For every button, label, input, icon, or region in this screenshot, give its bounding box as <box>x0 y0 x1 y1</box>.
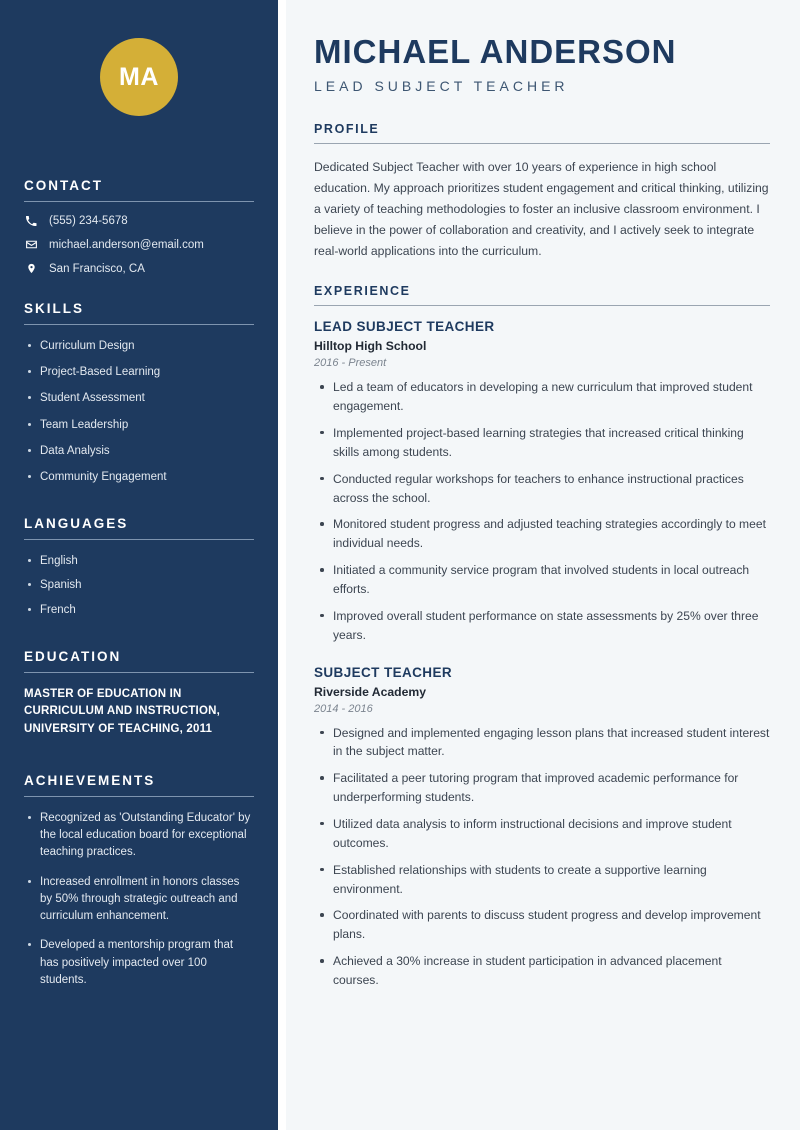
list-item: Team Leadership <box>24 417 254 434</box>
list-item: Implemented project-based learning strategies that increased critical thinking skills among students. <box>314 424 770 462</box>
sidebar-section-skills <box>24 301 254 486</box>
sidebar-section-languages <box>24 516 254 619</box>
achievements-divider <box>24 796 254 797</box>
job-title: LEAD SUBJECT TEACHER <box>314 319 495 335</box>
profile-heading: PROFILE <box>314 122 380 137</box>
list-item: Led a team of educators in developing a new curriculum that improved student engagement. <box>314 378 770 416</box>
experience-divider <box>314 305 770 306</box>
skills-heading: SKILLS <box>24 301 85 316</box>
education-divider <box>24 672 254 673</box>
column-gutter <box>278 0 286 1130</box>
profile-divider <box>314 143 770 144</box>
list-item: French <box>24 602 254 619</box>
list-item: Spanish <box>24 577 254 594</box>
section-experience <box>314 284 770 990</box>
languages-list <box>24 553 254 619</box>
list-item: Initiated a community service program that involved students in local outreach efforts. <box>314 561 770 599</box>
list-item: Conducted regular workshops for teachers to enhance instructional practices across the school. <box>314 470 770 508</box>
sidebar-section-contact <box>24 178 254 275</box>
list-item: Project-Based Learning <box>24 364 254 381</box>
list-item: Established relationships with students to create a supportive learning environment. <box>314 861 770 899</box>
location-pin-icon <box>24 262 38 275</box>
contact-item-phone[interactable] <box>24 215 254 227</box>
list-item: Improved overall student performance on state assessments by 25% over three years. <box>314 607 770 645</box>
job-company: Hilltop High School <box>314 339 427 354</box>
achievements-heading: ACHIEVEMENTS <box>24 772 156 788</box>
list-item: Recognized as 'Outstanding Educator' by the local education board for exceptional teaching practices. <box>24 810 254 862</box>
list-item: Designed and implemented engaging lesson plans that increased student interest in the subject matter. <box>314 724 770 762</box>
list-item: Achieved a 30% increase in student participation in advanced placement courses. <box>314 952 770 990</box>
page-title: MICHAEL ANDERSON <box>314 33 677 70</box>
languages-heading: LANGUAGES <box>24 515 129 531</box>
languages-divider <box>24 539 254 540</box>
job-bullet-list <box>314 378 770 644</box>
education-heading: EDUCATION <box>24 648 122 664</box>
list-item: Monitored student progress and adjusted teaching strategies accordingly to meet individual needs. <box>314 515 770 553</box>
job-dates: 2014 - 2016 <box>314 702 373 715</box>
job-company: Riverside Academy <box>314 684 427 699</box>
skills-divider <box>24 324 254 325</box>
list-item: Community Engagement <box>24 469 254 486</box>
contact-email-value: michael.anderson@email.com <box>49 238 204 251</box>
job-bullet-list <box>314 724 770 990</box>
list-item: Facilitated a peer tutoring program that improved academic performance for underperforming students. <box>314 769 770 807</box>
skills-list <box>24 338 254 486</box>
contact-item-location[interactable] <box>24 262 254 275</box>
list-item: Utilized data analysis to inform instructional decisions and improve student outcomes. <box>314 815 770 853</box>
list-item: Developed a mentorship program that has positively impacted over 100 students. <box>24 937 254 989</box>
list-item: Curriculum Design <box>24 338 254 355</box>
experience-heading: EXPERIENCE <box>314 284 411 299</box>
envelope-icon <box>24 238 38 251</box>
achievements-list <box>24 810 254 989</box>
contact-phone-value: (555) 234-5678 <box>49 215 128 227</box>
contact-location-value: San Francisco, CA <box>49 262 145 275</box>
list-item: Data Analysis <box>24 443 254 460</box>
list-item: Increased enrollment in honors classes by 50% through strategic outreach and curriculum enhancement. <box>24 874 254 926</box>
contact-heading: CONTACT <box>24 178 103 193</box>
sidebar <box>0 0 278 1130</box>
avatar: MA <box>100 38 178 116</box>
job-title: SUBJECT TEACHER <box>314 664 453 680</box>
list-item: English <box>24 553 254 570</box>
contact-item-email[interactable] <box>24 238 254 251</box>
education-degree: MASTER OF EDUCATION IN CURRICULUM AND INSTRUCTION, UNIVERSITY OF TEACHING, 2011 <box>24 687 220 736</box>
section-profile <box>314 122 770 262</box>
contact-divider <box>24 201 254 202</box>
sidebar-section-education <box>24 649 254 739</box>
list-item: Student Assessment <box>24 390 254 407</box>
experience-entry <box>314 319 770 644</box>
job-dates: 2016 - Present <box>314 357 387 370</box>
list-item: Coordinated with parents to discuss student progress and develop improvement plans. <box>314 906 770 944</box>
main-content <box>286 0 800 1130</box>
sidebar-section-achievements <box>24 773 254 989</box>
profile-text: Dedicated Subject Teacher with over 10 years of experience in high school education. My approach prioritizes student engagement and critical thinking, utilizing a variety of teaching methodologies to foster an inclusive classroom environment. I believe in the power of collaboration and creativity, and I actively seek to integrate real-world applications into the curriculum. <box>314 160 769 259</box>
avatar-container <box>24 38 254 116</box>
experience-entry <box>314 665 770 990</box>
job-role-subtitle: LEAD SUBJECT TEACHER <box>314 78 569 95</box>
phone-icon <box>24 215 38 227</box>
